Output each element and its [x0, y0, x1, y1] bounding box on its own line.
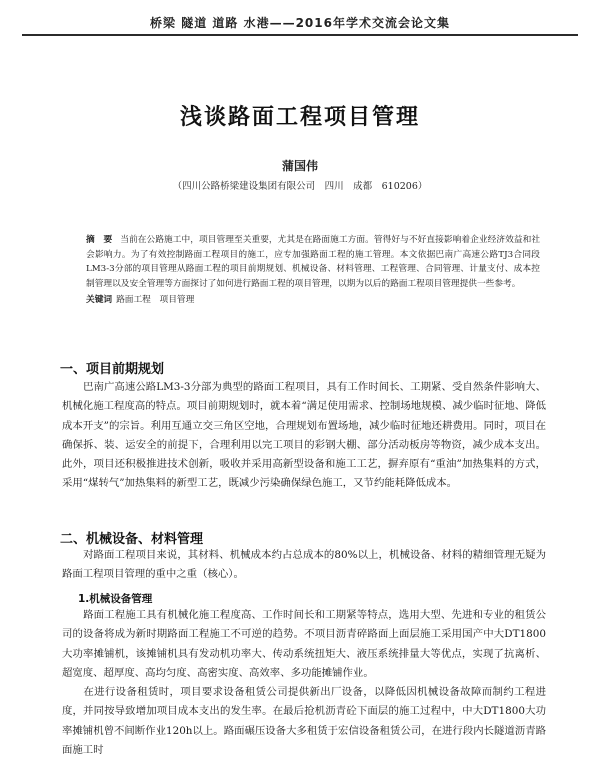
article-author: 蒲国伟 — [281, 159, 318, 173]
section-heading-1: 一、项目前期规划 — [60, 362, 165, 377]
section-1-paragraph-text: 巴南广高速公路LM3-3分部为典型的路面工程项目，具有工作时间长、工期紧、受自然条件影响大、机械化施工程度高的特点。项目前期规划时，就本着“满足使用需求、控制场地规模、减少临时征地、降低成本开支”的宗旨。利用互通立交三角区空地，合理规划布置场地，减少临时征地还耕费用。同时，项目在确保拆、装、运安全的前提下，合理利用以完工项目的彩钢大棚、部分活动板房等物资，减少成本支出。此外，项目还积极推进技术创新，吸收并采用高新型设备和施工工艺，摒弃原有“重油”加热集料的方式，采用“煤转气”加热集料的新型工艺，既减少污染确保绿色施工，又节约能耗降低成本。 — [62, 381, 546, 490]
abstract-block — [86, 233, 540, 291]
keywords-block — [86, 293, 194, 305]
section-2-paragraph-2-text: 路面工程施工具有机械化施工程度高、工作时间长和工期紧等特点，选用大型、先进和专业的租赁公司的设备将成为新时期路面工程施工不可逆的趋势。不项目沥青碎路面上面层施工采用国产中大DT1800大功率摊铺机，该摊铺机具有发动机功率大、传动系统扭矩大、液压系统排量大等优点，实现了抗离析、超宽度、超厚度、高均匀度、高密实度、高效率、多功能摊铺作业。 — [62, 609, 546, 679]
section-2-paragraph-1-text: 对路面工程项目来说，其材料、机械成本约占总成本的80%以上，机械设备、材料的精细管理无疑为路面工程项目管理的重中之重（核心）。 — [62, 549, 546, 581]
article-title: 浅谈路面工程项目管理 — [179, 105, 420, 130]
abstract-text: 当前在公路施工中，项目管理至关重要，尤其是在路面施工方面。管得好与不好直接影响着企业经济效益和社会影响力。为了有效控制路面工程项目的施工，应专加强路面工程的施工管理。本文依据巴南广高速公路TJ3合同段LM3-3分部的项目管理从路面工程的项目前期规划、机械设备、材料管理、工程管理、合同管理、计量支付、成本控制管理以及安全管理等方面探讨了如何进行路面工程的项目管理，以期为以后的路面工程项目管理提供一些参考。 — [86, 235, 541, 289]
article-affiliation: （四川公路桥梁建设集团有限公司 四川 成都 610206） — [172, 181, 428, 192]
section-1-paragraph — [62, 378, 546, 494]
abstract-label: 摘 要 — [86, 235, 113, 245]
subsection-heading-1: 1.机械设备管理 — [78, 593, 153, 605]
section-2-paragraph-1 — [62, 546, 546, 585]
keywords-label: 关键词 — [86, 295, 113, 305]
running-header — [0, 0, 600, 40]
section-heading-2: 二、机械设备、材料管理 — [60, 532, 204, 547]
running-title: 桥梁 隧道 道路 水港——2016年学术交流会论文集 — [150, 16, 450, 30]
header-rule — [22, 34, 578, 36]
keywords-text: 路面工程 项目管理 — [116, 295, 195, 305]
section-2-paragraph-3 — [62, 683, 546, 760]
section-2-paragraph-3-text: 在进行设备租赁时，项目要求设备租赁公司提供新出厂设备，以降低因机械设备故障而制约工程进度，并同按导致增加项目成本支出的发生率。在最后抢机沥青砼下面层的施工过程中，中大DT1800大功率摊铺机曾不间断作业120h以上。路面碾压设备大多租赁于宏信设备租赁公司，在进行段内长隧道沥青路面施工时 — [62, 686, 546, 756]
section-2-paragraph-2 — [62, 606, 546, 683]
